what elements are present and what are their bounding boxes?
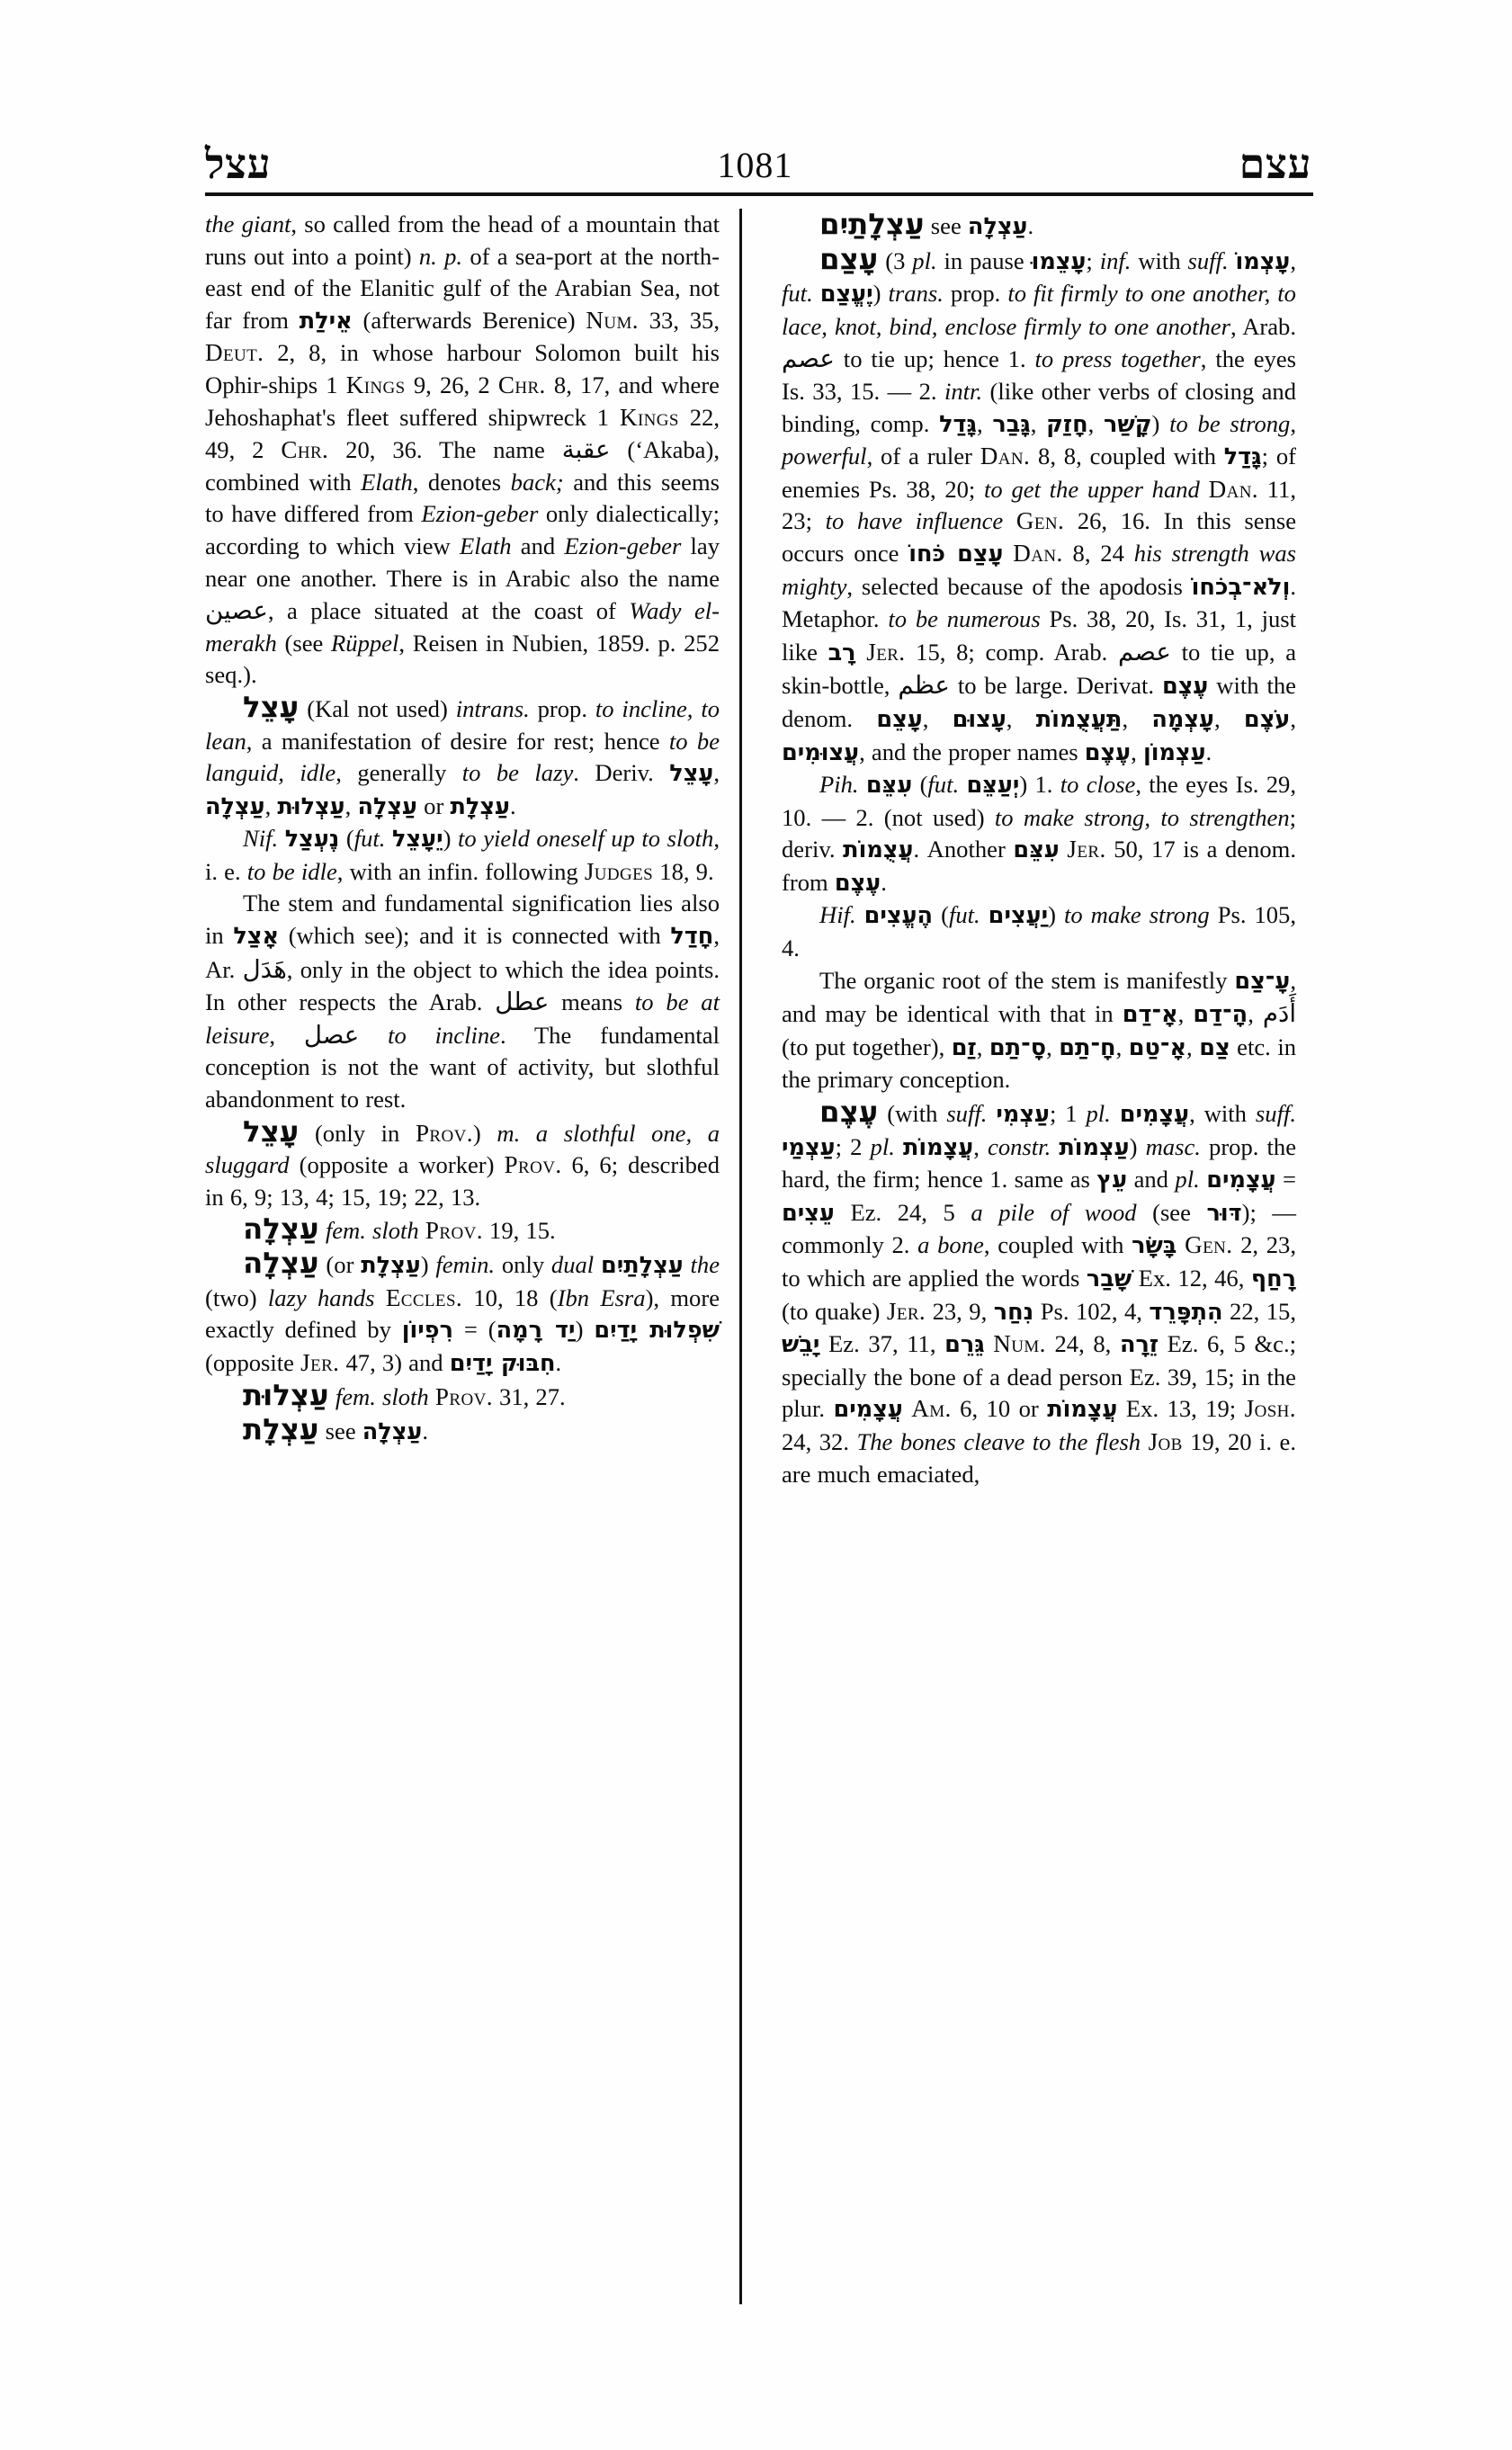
hebrew-word: עֹצֶם [1243, 705, 1291, 733]
arabic-word: عقبة [561, 434, 611, 465]
hebrew-word: עֲצָמִים [1206, 1167, 1276, 1194]
italic-gloss: fem. sloth [325, 1217, 419, 1245]
hebrew-word: יְעַצֵּם [966, 772, 1020, 800]
hebrew-word: עֶצֶם [1161, 673, 1209, 701]
italic-gloss: to be languid, idle [205, 727, 720, 787]
italic-gloss: lazy hands [267, 1283, 375, 1311]
scripture-abbrev: Prov. [415, 1119, 473, 1147]
scripture-abbrev: Prov. [434, 1383, 493, 1411]
right-column [762, 209, 1296, 2331]
scripture-abbrev: Dan. [1013, 539, 1063, 567]
hebrew-word: עַצְמוֹן [1142, 738, 1206, 766]
hebrew-word: גָּבַר [992, 410, 1031, 438]
arabic-word: عصم [1117, 636, 1171, 666]
scripture-abbrev: Num. [586, 306, 639, 334]
hebrew-word: עֶצֶם [834, 869, 881, 897]
italic-gloss: inf. [1099, 246, 1132, 274]
italic-gloss: Ezion-geber [421, 500, 539, 528]
scripture-abbrev: Jer. [300, 1348, 340, 1376]
left-column [205, 209, 739, 2331]
italic-gloss: to get the upper hand [984, 475, 1200, 503]
scripture-abbrev: Chr. [281, 436, 329, 464]
scripture-abbrev: Prov. [425, 1217, 483, 1245]
two-column-body [205, 209, 1313, 2331]
scripture-abbrev: Job [1148, 1427, 1183, 1455]
hebrew-word: יַעֲצִים [988, 902, 1049, 930]
hebrew-word: דּוּר [1206, 1199, 1242, 1227]
italic-gloss: Ezion-geber [564, 532, 682, 559]
italic-gloss: fut. [782, 280, 813, 308]
italic-gloss: a pile of wood [971, 1198, 1137, 1226]
hebrew-lemma: עַצְלָה [243, 1212, 319, 1247]
arabic-word: عصم [782, 344, 835, 374]
hebrew-word: זַם [951, 1033, 977, 1061]
italic-gloss: Elath [361, 468, 413, 496]
italic-gloss: intr. [944, 377, 983, 405]
hebrew-word: עָצוּם [952, 705, 1007, 733]
italic-gloss: to yield oneself up to sloth [457, 825, 714, 853]
hebrew-lemma: עַצְלָתַיִם [819, 207, 925, 241]
italic-gloss: to be idle [246, 857, 337, 885]
italic-gloss: to be numerous [888, 605, 1041, 633]
italic-gloss: to be strong, powerful [782, 409, 1297, 470]
italic-gloss: pl. [870, 1132, 895, 1160]
scripture-abbrev: Chr. [497, 371, 546, 398]
hebrew-word: עַצְלָת [361, 1252, 421, 1279]
italic-gloss: to be at leisure [205, 988, 720, 1049]
entry-hifil: Hif. הֶעֱצִים (fut. יַעֲצִים) to make strong Ps. 105, 4. [782, 901, 1297, 962]
hebrew-word: עָצְמוֹ [1235, 247, 1291, 275]
italic-gloss: to have influence [825, 507, 1004, 535]
hebrew-word: תַּעֲצֻמוֹת [1035, 705, 1123, 733]
hebrew-word: עָצֵל [669, 760, 714, 788]
italic-gloss: Pih. [819, 771, 859, 799]
hebrew-word: זֵרָה [1119, 1331, 1159, 1359]
italic-gloss: masc. [1145, 1132, 1201, 1160]
italic-gloss: constr. [988, 1132, 1051, 1160]
entry-atslathayim: עַצְלָתַיִם see עַצְלָה. [819, 207, 1034, 241]
hebrew-word: אָצַל [233, 923, 280, 951]
scripture-abbrev: Am. [911, 1395, 952, 1423]
italic-gloss: Wady el-merakh [205, 597, 720, 657]
scripture-abbrev: Dan. [980, 443, 1031, 470]
hebrew-word: שָׁבַר [1086, 1265, 1132, 1292]
hebrew-lemma: עָצֵל [243, 689, 300, 724]
hebrew-lemma: עַצְלָה [243, 1246, 319, 1280]
arabic-word: عصل [303, 1019, 360, 1050]
italic-gloss: suff. [1187, 246, 1229, 274]
hebrew-word: חִבּוּק יָדַיִם [449, 1349, 556, 1377]
column-divider [739, 209, 742, 2304]
italic-gloss: pl. [1175, 1166, 1200, 1194]
hebrew-word: שִׁפְלוּת יָדַיִם [594, 1317, 720, 1345]
hebrew-word: עָצֵמוּ [1031, 247, 1087, 275]
hebrew-word: בָּשָׂר [1132, 1232, 1177, 1260]
hebrew-word: אָ־דַם [1122, 1001, 1178, 1029]
entry-nifal: Nif. נֶעְצַל (fut. יֵעָצֵל) to yield oneself up to sloth, i. e. to be idle, with an infin. following Judges 18, 9. [205, 825, 720, 885]
hebrew-lemma: עָצֵל [243, 1113, 300, 1149]
italic-gloss: The bones cleave to the flesh [856, 1427, 1141, 1455]
entry-organic-root: The organic root of the stem is manifestly עָ־צַם, and may be identical with that in אָ־דַם, הָ־דַם, أَدَم (to put together), זַם, סָ־תַם, חָ־תַם, אָ־טַם, צַם etc. in the primary conception. [782, 966, 1297, 1094]
hebrew-word: גָּדַל [939, 410, 977, 438]
hebrew-word: עִצֵּם [1013, 836, 1060, 864]
italic-gloss: to press together [1034, 345, 1201, 373]
italic-gloss: fut. [948, 901, 980, 929]
italic-gloss: Nif. [243, 825, 279, 853]
hebrew-word: חָ־תַם [1059, 1033, 1116, 1061]
hebrew-word: חָדַל [670, 923, 714, 951]
italic-gloss: Rüppel [331, 629, 399, 657]
hebrew-word: יֵעָצֵל [392, 826, 443, 854]
entry-atsluth: עַצְלוּת fem. sloth Prov. 31, 27. [243, 1378, 566, 1413]
italic-gloss: to be lazy [461, 759, 574, 787]
italic-gloss: to make strong [1063, 901, 1210, 929]
hebrew-word: עֲצָמוֹת [902, 1133, 974, 1161]
scripture-abbrev: Jer. [886, 1297, 926, 1325]
entry-stem-note: The stem and fundamental signification lies also in אָצַל (which see); and it is connected with חָדַל, Ar. هَدَل, only in the object to which the idea points. In other respects the Arab. عطل means to be at leisure, عصل to incline. The fundamental conception is not the want of activity, but slothful abandonment to rest. [205, 890, 720, 1113]
hebrew-word: עָצְמָה [1151, 705, 1214, 733]
hebrew-word: עָצֵם [876, 705, 923, 733]
header-rule [205, 192, 1313, 196]
scripture-abbrev: Kings [345, 371, 406, 398]
hebrew-lemma: עַצְלָת [243, 1411, 319, 1446]
hebrew-word: יַד רָמָה [496, 1317, 576, 1345]
hebrew-word: גָּדַל [1223, 443, 1262, 471]
italic-gloss: a bone [917, 1231, 984, 1259]
entry-piel: Pih. עִצֵּם (fut. יְעַצֵּם) 1. to close, the eyes Is. 29, 10. — 2. (not used) to make strong, to strengthen; deriv. עֲצֻמוֹת. Another עִצֵּם Jer. 50, 17 is a denom. from עֶצֶם. [782, 771, 1297, 897]
italic-gloss: fem. sloth [335, 1383, 429, 1411]
italic-gloss: suff. [1255, 1100, 1296, 1128]
entry-etsem-noun: עֶצֶם (with suff. עַצְמִי; 1 pl. עֲצָמִים, with suff. עַצְמַי; 2 pl. עֲצָמוֹת, constr. עַצְמוֹת) masc. prop. the hard, the firm; hence 1. same as עֵץ and pl. עֲצָמִים = עֵצִים Ez. 24, 5 a pile of wood (see דּוּר); — commonly 2. a bone, coupled with בָּשָׂר Gen. 2, 23, to which are applied the words שָׁבַר Ex. 12, 46, רָחַף (to quake) Jer. 23, 9, נִחַר Ps. 102, 4, הִתְפָּרֵד 22, 15, יָבֵשׁ Ez. 37, 11, גֵּרֵם Num. 24, 8, זֵרָה Ez. 6, 5 &c.; specially the bone of a dead person Ez. 39, 15; in the plur. עֲצָמִים Am. 6, 10 or עֲצָמוֹת Ex. 13, 19; Josh. 24, 32. The bones cleave to the flesh Job 19, 20 i. e. are much emaciated, [782, 1095, 1297, 1488]
arabic-word: هَدَل [242, 953, 287, 984]
page-number: 1081 [717, 145, 793, 185]
hebrew-word: סָ־תַם [989, 1033, 1047, 1061]
italic-gloss: intrans. [455, 694, 530, 722]
hebrew-word: יֶעֱצַם [819, 281, 873, 308]
hebrew-word: עַצְלָה [967, 213, 1028, 240]
arabic-word: عصين [205, 595, 268, 626]
hebrew-word: עֵץ [1096, 1167, 1128, 1194]
italic-gloss: to incline, to lean [205, 694, 720, 755]
italic-gloss: Elath [459, 532, 512, 559]
italic-gloss: suff. [946, 1100, 988, 1128]
italic-gloss: the giant [205, 210, 291, 237]
arabic-word: عظم [898, 670, 950, 701]
hebrew-word: עֶצֶם [1084, 738, 1132, 766]
hebrew-word: עֲצָמִים [833, 1396, 903, 1424]
hebrew-word: רָב [828, 639, 856, 666]
running-head-right-headword: עצם [1239, 141, 1311, 187]
italic-gloss: Ibn Esra [557, 1283, 646, 1311]
hebrew-word: הִתְפָּרֵד [1149, 1298, 1223, 1326]
hebrew-word: עִצֵּם [865, 772, 913, 800]
scripture-abbrev: Josh. [1244, 1395, 1296, 1423]
hebrew-word: עַצְלָת [450, 792, 510, 820]
hebrew-word: אָ־טַם [1128, 1033, 1187, 1061]
scripture-abbrev: Dan. [1208, 475, 1258, 503]
italic-gloss: m. a slothful one, a sluggard [205, 1119, 720, 1179]
entry-atsel-verb: עָצֵל (Kal not used) intrans. prop. to incline, to lean, a manifestation of desire for rest; hence to be languid, idle, generally to be lazy. Deriv. עָצֵל, עַצְלָה, עַצְלוּת, עַצְלָה or עַצְלָת. [205, 689, 720, 820]
hebrew-word: אֵילַת [299, 307, 353, 335]
hebrew-word: נִחַר [993, 1298, 1034, 1326]
scripture-abbrev: Deut. [205, 339, 264, 367]
hebrew-word: רִפְיוֹן [401, 1317, 453, 1345]
italic-gloss: his strength was mighty [782, 539, 1296, 600]
hebrew-word: נֶעְצַל [284, 826, 340, 854]
hebrew-word: צַם [1199, 1033, 1230, 1061]
italic-gloss: Hif. [819, 901, 856, 929]
italic-gloss: pl. [1086, 1100, 1111, 1128]
italic-gloss: to fit firmly to one another, to lace, knot, bind, enclose firmly to one another [782, 280, 1296, 340]
hebrew-word: עָצַם כֹּחוֹ [908, 540, 1004, 568]
entry-atslah-1: עַצְלָה fem. sloth Prov. 19, 15. [243, 1212, 556, 1247]
entry-atslah-2: עַצְלָה (or עַצְלָת) femin. only dual עַצְלָתַיִם the (two) lazy hands Eccles. 10, 18 (Ibn Esra), more exactly defined by רִפְיוֹן = (יַד רָמָה) שִׁפְלוּת יָדַיִם (opposite Jer. 47, 3) and חִבּוּק יָדַיִם. [205, 1246, 720, 1377]
italic-gloss: fut. [353, 825, 386, 853]
entry-atsel-noun: עָצֵל (only in Prov.) m. a slothful one, a sluggard (opposite a worker) Prov. 6, 6; described in 6, 9; 13, 4; 15, 19; 22, 13. [205, 1113, 720, 1211]
scripture-abbrev: Eccles. [385, 1283, 463, 1311]
hebrew-word: עַצְלוּת [277, 792, 345, 820]
hebrew-word: עֵצִים [782, 1199, 835, 1227]
running-head [205, 108, 1311, 185]
hebrew-word: הֶעֱצִים [863, 902, 934, 930]
italic-gloss: back; [510, 468, 564, 496]
entry-atsam-verb: עָצַם (3 pl. in pause עָצֵמוּ; inf. with suff. עָצְמוֹ, fut. יֶעֱצַם) trans. prop. to fit firmly to one another, to lace, knot, bind, enclose firmly to one another, Arab. عصم to tie up; hence 1. to press together, the eyes Is. 33, 15. — 2. intr. (like other verbs of closing and binding, comp. גָּדַל, גָּבַר, חָזַק, קָשַׁר) to be strong, powerful, of a ruler Dan. 8, 8, coupled with גָּדַל; of enemies Ps. 38, 20; to get the upper hand Dan. 11, 23; to have influence Gen. 26, 16. In this sense occurs once עָצַם כֹּחוֹ Dan. 8, 24 his strength was mighty, selected because of the apodosis וְלֹא־בְכֹחוֹ. Metaphor. to be numerous Ps. 38, 20, Is. 31, 1, just like רָב Jer. 15, 8; comp. Arab. عصم to tie up, a skin-bottle, عظم to be large. Derivat. עֶצֶם with the denom. עָצֵם, עָצוּם, תַּעֲצֻמוֹת, עָצְמָה, עֹצֶם, עֲצוּמִים, and the proper names עֶצֶם, עַצְמוֹן. [782, 241, 1297, 766]
scripture-abbrev: Gen. [1185, 1231, 1233, 1259]
italic-gloss: fut. [927, 771, 960, 799]
italic-gloss: dual [550, 1251, 595, 1278]
entry-atslath: עַצְלָת see עַצְלָה. [243, 1411, 429, 1446]
hebrew-word: עַצְמוֹת [1059, 1133, 1130, 1161]
hebrew-word: עַצְמַי [782, 1133, 836, 1161]
italic-gloss: pl. [912, 246, 937, 274]
scripture-abbrev: Gen. [1015, 507, 1065, 535]
hebrew-word: עַצְמִי [996, 1101, 1050, 1129]
running-head-left-headword: עצל [205, 141, 272, 187]
hebrew-word: עַצְלָה [205, 792, 265, 820]
hebrew-word: עֲצָמוֹת [1047, 1396, 1118, 1424]
hebrew-word: רָחַף [1250, 1265, 1296, 1292]
hebrew-lemma: עֶצֶם [819, 1095, 879, 1130]
entry-elath-continued: the giant, so called from the head of a mountain that runs out into a point) n. p. of a sea-port at the north-east end of the Elanitic gulf of the Arabian Sea, not far from אֵילַת (afterwards Berenice) Num. 33, 35, Deut. 2, 8, in whose harbour Solomon built his Ophir-ships 1 Kings 9, 26, 2 Chr. 8, 17, and where Jehoshaphat's fleet suffered shipwreck 1 Kings 22, 49, 2 Chr. 20, 36. The name عقبة (ʻAkaba), combined with Elath, denotes back; and this seems to have differed from Ezion-geber only dialectically; according to which view Elath and Ezion-geber lay near one another. There is in Arabic also the name عصين, a place situated at the coast of Wady el-merakh (see Rüppel, Reisen in Nubien, 1859. p. 252 seq.). [205, 210, 720, 689]
hebrew-word: קָשַׁר [1104, 410, 1152, 438]
hebrew-word: עֲצוּמִים [782, 738, 860, 766]
scripture-abbrev: Kings [619, 403, 679, 431]
hebrew-word: וְלֹא־בְכֹחוֹ [1191, 573, 1291, 601]
hebrew-word: גֵּרֵם [944, 1331, 985, 1359]
hebrew-word: עַצְלָה [362, 1417, 423, 1445]
italic-gloss: n. p. [418, 242, 463, 270]
italic-gloss: to close [1060, 771, 1136, 799]
italic-gloss: femin. [435, 1251, 496, 1278]
italic-gloss: the [690, 1251, 720, 1278]
italic-gloss: to incline [388, 1021, 500, 1049]
scripture-abbrev: Num. [993, 1330, 1046, 1358]
scripture-abbrev: Jer. [866, 638, 906, 666]
hebrew-word: עֲצֻמוֹת [843, 836, 914, 864]
scripture-abbrev: Jer. [1067, 836, 1106, 863]
italic-gloss: to make strong, to strengthen [994, 803, 1290, 831]
hebrew-word: יָבֵשׁ [782, 1331, 820, 1359]
italic-gloss: trans. [888, 280, 944, 308]
hebrew-lemma: עָצַם [819, 241, 879, 276]
scripture-abbrev: Prov. [504, 1151, 562, 1179]
hebrew-lemma: עַצְלוּת [243, 1378, 329, 1413]
hebrew-word: חָזַק [1046, 410, 1088, 438]
hebrew-word: הָ־דַם [1193, 1001, 1248, 1029]
hebrew-word: עָ־צַם [1234, 967, 1291, 995]
scripture-abbrev: Judges [584, 857, 654, 885]
hebrew-word: עֲצָמִים [1119, 1101, 1190, 1129]
arabic-word: أَدَم [1262, 998, 1296, 1029]
hebrew-word: עַצְלָתַיִם [600, 1252, 684, 1279]
hebrew-word: עַצְלָה [357, 792, 418, 820]
arabic-word: عطل [495, 987, 550, 1017]
